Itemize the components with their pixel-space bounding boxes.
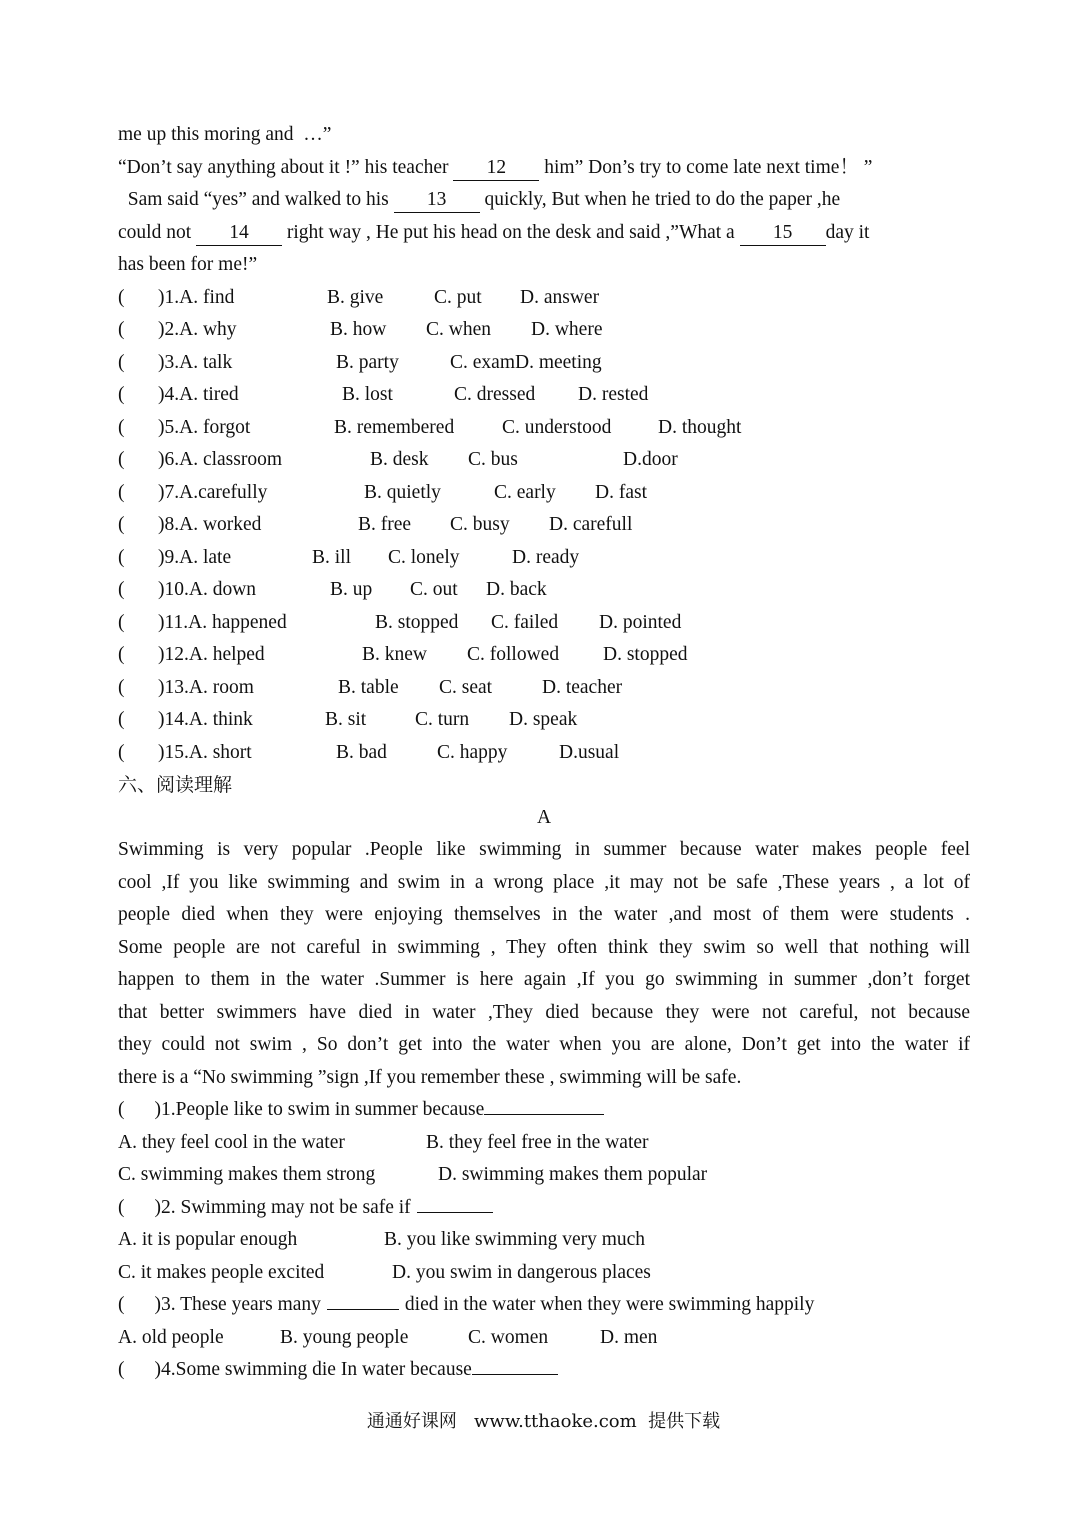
blank-13: 13 bbox=[394, 188, 480, 213]
answer-line bbox=[484, 1094, 604, 1115]
option-b: B. quietly bbox=[364, 481, 441, 503]
answer-paren: ( bbox=[118, 481, 125, 503]
option-d: D. pointed bbox=[599, 611, 682, 633]
option-d: D. thought bbox=[658, 416, 742, 438]
option-d: D.usual bbox=[559, 741, 620, 763]
reading-line: cool ,If you like swimming and swim in a wrong place ,it may not be safe ,These years , a lot of bbox=[118, 871, 970, 893]
option-c: C. bus bbox=[468, 449, 518, 470]
cloze-question-11 bbox=[118, 607, 970, 640]
cloze-question-10 bbox=[118, 574, 970, 607]
option-c: C. dressed bbox=[454, 384, 536, 405]
option-d: D. ready bbox=[512, 546, 580, 568]
passage-text: day it bbox=[825, 221, 870, 243]
passage-line: me up this moring and …” bbox=[118, 124, 332, 145]
cloze-question-3 bbox=[118, 347, 970, 380]
answer-paren: ( bbox=[118, 286, 125, 308]
passage-text: “Don’t say anything about it !” his teacher bbox=[118, 156, 454, 178]
option-a: )6.A. classroom bbox=[158, 449, 283, 470]
option-b: B. knew bbox=[362, 644, 427, 665]
option-c: C. early bbox=[494, 481, 556, 503]
option-d: D. you swim in dangerous places bbox=[392, 1261, 651, 1283]
answer-paren: ( bbox=[118, 319, 125, 340]
option-a: )7.A.carefully bbox=[158, 481, 268, 503]
question-text: )4.Some swimming die In water because bbox=[154, 1359, 472, 1380]
cloze-question-13 bbox=[118, 672, 970, 705]
question-2 bbox=[118, 1192, 970, 1225]
cloze-question-9 bbox=[118, 542, 970, 575]
option-a: )1.A. find bbox=[158, 286, 235, 308]
option-b: B. lost bbox=[342, 384, 393, 405]
option-a: )9.A. late bbox=[158, 546, 232, 568]
passage-text: right way , He put his head on the desk and said ,”What a bbox=[282, 221, 740, 243]
option-d: D. teacher bbox=[542, 676, 623, 698]
option-d: D. back bbox=[486, 579, 547, 600]
section-title: 六、阅读理解 bbox=[118, 774, 233, 796]
option-row bbox=[118, 1257, 970, 1290]
option-b: B. you like swimming very much bbox=[384, 1229, 646, 1250]
question-text: )1.People like to swim in summer because bbox=[154, 1099, 485, 1120]
option-b: B. how bbox=[330, 319, 387, 340]
option-c: C. women bbox=[468, 1326, 549, 1348]
option-d: D. men bbox=[600, 1326, 658, 1348]
cloze-question-14 bbox=[118, 704, 970, 737]
cloze-question-7 bbox=[118, 477, 970, 510]
option-row bbox=[118, 1127, 970, 1160]
option-a: )10.A. down bbox=[158, 579, 257, 600]
question-text: )3. These years many bbox=[154, 1294, 321, 1315]
option-b: B. table bbox=[338, 676, 399, 698]
option-c: C. it makes people excited bbox=[118, 1261, 325, 1283]
answer-paren: ( bbox=[118, 676, 125, 698]
cloze-question-2 bbox=[118, 314, 970, 347]
option-b: B. remembered bbox=[334, 416, 455, 438]
passage-text: could not bbox=[118, 221, 196, 243]
option-a: A. they feel cool in the water bbox=[118, 1131, 345, 1153]
passage-line: has been for me!” bbox=[118, 254, 258, 275]
option-c: C. happy bbox=[437, 741, 508, 763]
option-c: C. failed bbox=[491, 611, 559, 633]
option-c: C. exam bbox=[450, 351, 515, 373]
option-a: )2.A. why bbox=[158, 319, 237, 340]
question-3 bbox=[118, 1289, 970, 1322]
reading-line: Some people are not careful in swimming , They often think they swim so well that nothing will bbox=[118, 936, 970, 958]
cloze-question-8 bbox=[118, 509, 970, 542]
reading-line: there is a “No swimming ”sign ,If you remember these , swimming will be safe. bbox=[118, 1066, 742, 1088]
option-c: C. busy bbox=[450, 514, 510, 535]
option-row bbox=[118, 1224, 970, 1257]
cloze-question-5 bbox=[118, 412, 970, 445]
option-a: )15.A. short bbox=[158, 741, 252, 763]
passage-text: quickly, But when he tried to do the paper ,he bbox=[479, 189, 841, 210]
reading-line: that better swimmers have died in water ,They died because they were not careful, not because bbox=[118, 1001, 970, 1023]
answer-line bbox=[327, 1289, 399, 1310]
option-a: )12.A. helped bbox=[158, 644, 265, 665]
question-1 bbox=[118, 1094, 970, 1127]
part-label: A bbox=[536, 806, 552, 828]
option-b: B. bad bbox=[336, 741, 387, 763]
option-d: D. fast bbox=[595, 481, 647, 503]
option-a: )14.A. think bbox=[158, 709, 253, 730]
option-a: A. it is popular enough bbox=[118, 1229, 298, 1250]
option-d: D. meeting bbox=[514, 351, 602, 373]
answer-line bbox=[417, 1192, 493, 1213]
option-d: D. carefull bbox=[549, 514, 633, 535]
option-c: C. swimming makes them strong bbox=[118, 1164, 376, 1185]
option-a: )4.A. tired bbox=[158, 384, 239, 405]
option-a: )8.A. worked bbox=[158, 514, 262, 535]
reading-line: people died when they were enjoying themselves in the water ,and most of them were students . bbox=[118, 904, 970, 925]
option-d: D. stopped bbox=[603, 644, 688, 665]
answer-paren: ( bbox=[118, 546, 125, 568]
option-b: B. they feel free in the water bbox=[426, 1131, 649, 1153]
answer-paren: ( bbox=[118, 416, 125, 438]
cloze-question-4 bbox=[118, 379, 970, 412]
option-d: D. speak bbox=[509, 709, 578, 730]
answer-line bbox=[472, 1354, 558, 1375]
answer-paren: ( bbox=[118, 1099, 125, 1120]
answer-paren: ( bbox=[118, 449, 125, 470]
answer-paren: ( bbox=[118, 384, 125, 405]
question-4 bbox=[118, 1354, 970, 1387]
cloze-question-12 bbox=[118, 639, 970, 672]
option-d: D. answer bbox=[520, 286, 600, 308]
reading-line: they could not swim , So don’t get into the water when you are alone, Don’t get into the water if bbox=[118, 1034, 970, 1055]
answer-paren: ( bbox=[118, 351, 125, 373]
passage-line bbox=[118, 152, 970, 185]
option-c: C. understood bbox=[502, 416, 612, 438]
option-c: C. seat bbox=[439, 676, 493, 698]
option-b: B. desk bbox=[370, 449, 429, 470]
answer-paren: ( bbox=[118, 644, 125, 665]
passage-line bbox=[118, 217, 970, 250]
answer-paren: ( bbox=[118, 1294, 125, 1315]
worksheet-page bbox=[118, 119, 970, 1387]
option-d: D.door bbox=[623, 449, 678, 470]
cloze-question-6 bbox=[118, 444, 970, 477]
reading-line: Swimming is very popular .People like swimming in summer because water makes people feel bbox=[118, 839, 970, 860]
question-text: )2. Swimming may not be safe if bbox=[154, 1196, 411, 1218]
option-b: B. young people bbox=[280, 1326, 409, 1348]
cloze-question-15 bbox=[118, 737, 970, 770]
answer-paren: ( bbox=[118, 579, 125, 600]
answer-paren: ( bbox=[118, 514, 125, 535]
answer-paren: ( bbox=[118, 1196, 125, 1218]
option-b: B. ill bbox=[312, 546, 352, 568]
page-footer: 通通好课网 www.tthaoke.com 提供下载 bbox=[366, 1411, 721, 1432]
option-b: B. free bbox=[358, 514, 412, 535]
option-a: A. old people bbox=[118, 1326, 224, 1348]
option-a: )11.A. happened bbox=[158, 611, 287, 633]
option-b: B. give bbox=[327, 286, 384, 308]
passage-line bbox=[118, 184, 970, 217]
option-d: D. where bbox=[531, 319, 603, 340]
cloze-question-list bbox=[118, 282, 970, 770]
option-a: )5.A. forgot bbox=[158, 416, 251, 438]
option-d: D. swimming makes them popular bbox=[438, 1164, 708, 1185]
option-d: D. rested bbox=[578, 384, 649, 405]
option-c: C. followed bbox=[467, 644, 560, 665]
option-row bbox=[118, 1159, 970, 1192]
answer-paren: ( bbox=[118, 1359, 125, 1380]
option-c: C. turn bbox=[415, 709, 470, 730]
question-text: died in the water when they were swimming happily bbox=[404, 1294, 815, 1315]
answer-paren: ( bbox=[118, 741, 125, 763]
cloze-question-1 bbox=[118, 282, 970, 315]
option-a: )13.A. room bbox=[158, 676, 254, 698]
answer-paren: ( bbox=[118, 611, 125, 633]
option-b: B. party bbox=[336, 351, 399, 373]
passage-text: him” Don’s try to come late next time！ ” bbox=[539, 156, 873, 178]
option-b: B. stopped bbox=[375, 611, 459, 633]
option-c: C. put bbox=[434, 286, 482, 308]
blank-15: 15 bbox=[740, 221, 826, 246]
option-b: B. sit bbox=[325, 709, 367, 730]
option-b: B. up bbox=[330, 579, 373, 600]
passage-text: Sam said “yes” and walked to his bbox=[118, 189, 394, 210]
option-c: C. when bbox=[426, 319, 491, 340]
reading-line: happen to them in the water .Summer is here again ,If you go swimming in summer ,don’t forget bbox=[118, 969, 970, 990]
option-a: )3.A. talk bbox=[158, 351, 233, 373]
option-c: C. out bbox=[410, 579, 458, 600]
blank-12: 12 bbox=[453, 156, 539, 181]
option-c: C. lonely bbox=[388, 546, 460, 568]
option-row bbox=[118, 1322, 970, 1355]
blank-14: 14 bbox=[196, 221, 282, 246]
answer-paren: ( bbox=[118, 709, 125, 730]
